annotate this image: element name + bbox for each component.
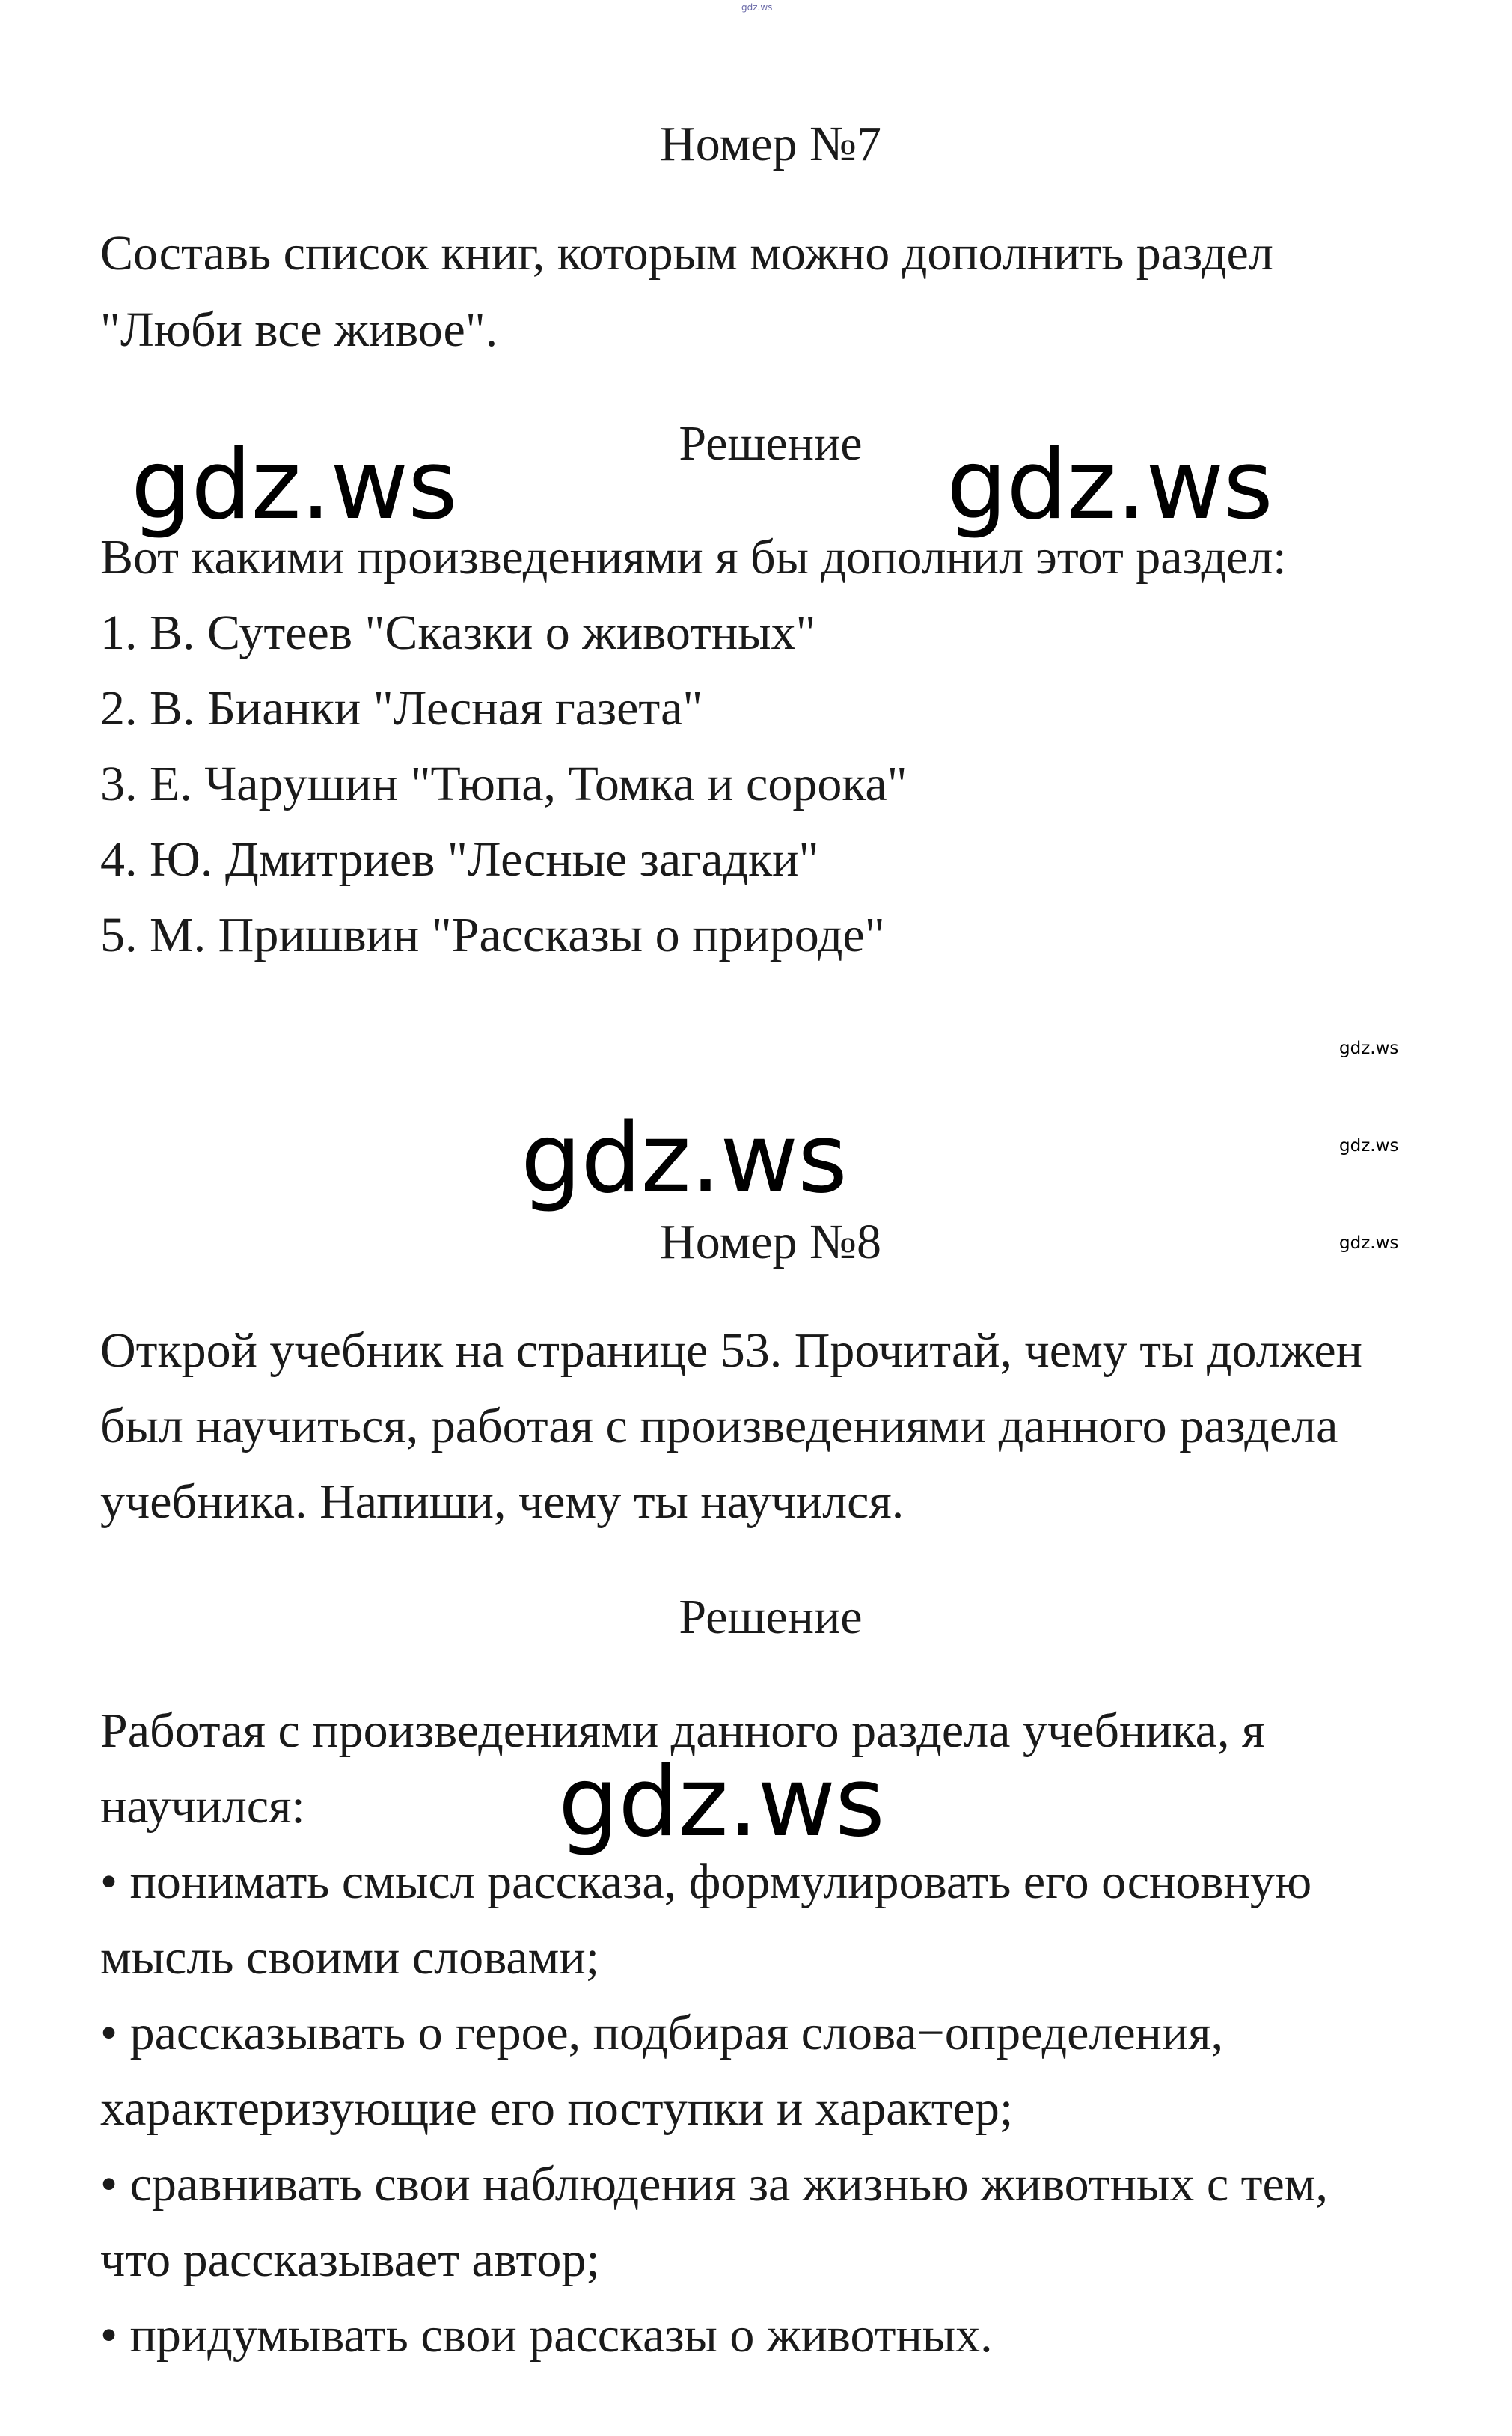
section7-intro: Вот какими произведениями я бы дополнил этот раздел: (100, 530, 1287, 584)
section7-title: Номер №7 (660, 117, 881, 171)
section7-item-3: 3. Е. Чарушин "Тюпа, Томка и сорока" (100, 757, 907, 811)
section7-item-5: 5. М. Пришвин "Рассказы о природе" (100, 908, 885, 962)
section8-answer-line-7: • сравнивать свои наблюдения за жизнью животных с тем, (100, 2157, 1329, 2211)
section8-task-line-2: был научиться, работая с произведениями данного раздела (100, 1399, 1338, 1453)
watermark-small-2: gdz.ws (1339, 1136, 1399, 1156)
section8-solution-heading: Решение (679, 1590, 863, 1644)
watermark-top: gdz.ws (741, 2, 773, 13)
watermark-small-3: gdz.ws (1339, 1233, 1399, 1253)
section7-task-line-2: "Люби все живое". (100, 302, 498, 357)
section8-answer-line-3: • понимать смысл рассказа, формулировать его основную (100, 1855, 1312, 1909)
section8-task-line-1: Открой учебник на странице 53. Прочитай, чему ты должен (100, 1323, 1362, 1378)
watermark-big-1: gdz.ws (131, 430, 457, 541)
watermark-big-2: gdz.ws (946, 430, 1273, 541)
section7-solution-heading: Решение (679, 416, 863, 471)
section8-answer-line-1: Работая с произведениями данного раздела учебника, я (100, 1703, 1265, 1758)
section8-answer-line-9: • придумывать свои рассказы о животных. (100, 2308, 993, 2363)
section7-task-line-1: Составь список книг, которым можно дополнить раздел (100, 226, 1273, 281)
section8-answer-line-6: характеризующие его поступки и характер; (100, 2081, 1014, 2136)
section8-answer-line-5: • рассказывать о герое, подбирая слова−определения, (100, 2006, 1224, 2060)
section7-item-1: 1. В. Сутеев "Сказки о животных" (100, 605, 816, 660)
section7-item-2: 2. В. Бианки "Лесная газета" (100, 681, 703, 736)
section8-task-line-3: учебника. Напиши, чему ты научился. (100, 1474, 905, 1529)
section8-answer-line-4: мысль своими словами; (100, 1930, 600, 1985)
section7-item-4: 4. Ю. Дмитриев "Лесные загадки" (100, 832, 819, 887)
section8-answer-line-8: что рассказывает автор; (100, 2232, 600, 2287)
section8-answer-line-2: научился: (100, 1779, 305, 1834)
watermark-big-3: gdz.ws (521, 1103, 847, 1215)
watermark-big-4: gdz.ws (558, 1747, 884, 1858)
section8-title: Номер №8 (660, 1215, 881, 1269)
watermark-small-1: gdz.ws (1339, 1039, 1399, 1058)
